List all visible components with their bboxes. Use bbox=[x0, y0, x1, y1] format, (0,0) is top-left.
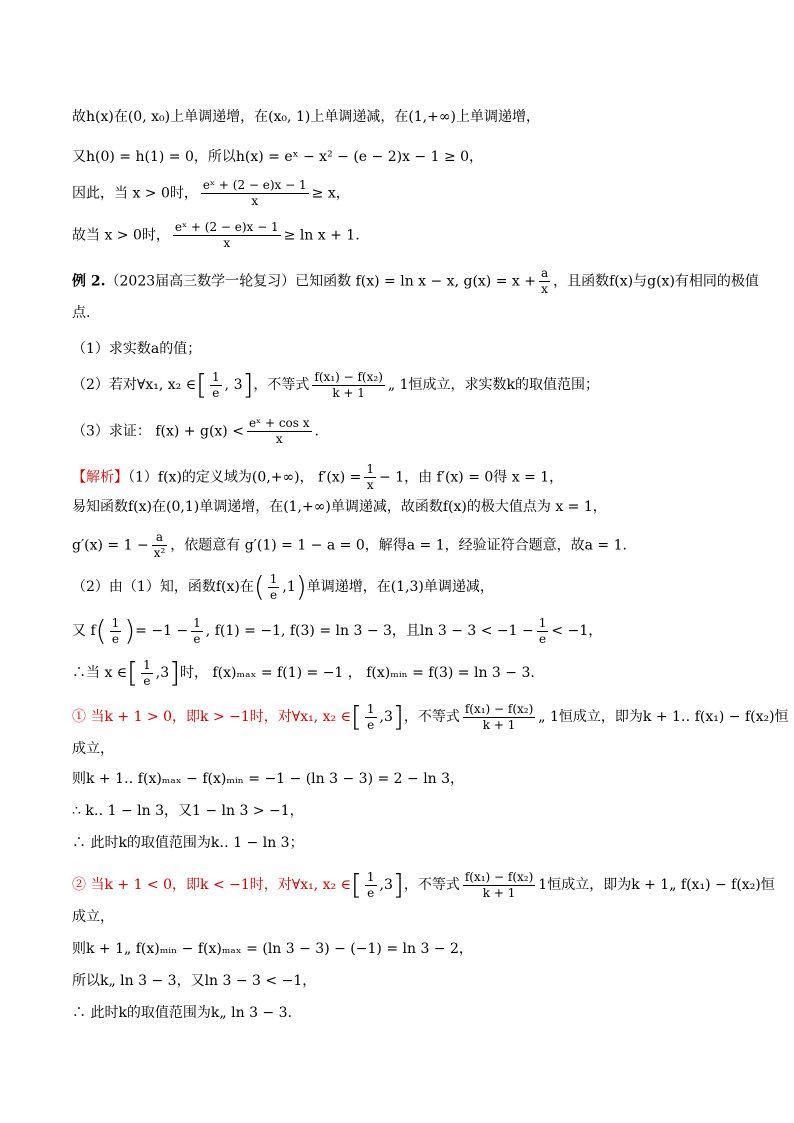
fraction: $\frac{\text{eˣ + (2 − e)x − 1}}{x}$ bbox=[202, 178, 307, 208]
fraction: $\frac{1}{e}$ bbox=[143, 657, 151, 688]
fraction: $\frac{\text{f(x₁) − f(x₂)}}{k + 1}$ bbox=[464, 869, 534, 900]
fraction: $\frac{1}{e}$ bbox=[366, 701, 375, 732]
solution-line: ∴ 此时k的取值范围为k„ ln 3 − 3. bbox=[72, 1005, 292, 1021]
case-1-line: ① 当k + 1 > 0，即k > −1时，对∀x₁, x₂ ∈[ $\frac{1}{e}$ ,3]，不等式 $\frac{\text{f(x₁) − f(x₂)}}{k + 1}$ „ 1恒成立，即为k + 1‥ f(x₁) − f(x₂)恒 bbox=[72, 700, 789, 733]
solution-line: 则k + 1„ f(x)ₘᵢₙ − f(x)ₘₐₓ = (ln 3 − 3) − (−1) = ln 3 − 2， bbox=[72, 941, 473, 957]
fraction: $\frac{1}{e}$ bbox=[212, 369, 220, 400]
solution-line: 又 f( $\frac{1}{e}$ )= −1 − $\frac{1}{e}$ , f(1) = −1, f(3) = ln 3 − 3，且ln 3 − 3 < −1 − $\frac{1}{e}$ < −1， bbox=[72, 614, 603, 647]
fraction: $\frac{\text{f(x₁) − f(x₂)}}{k + 1}$ bbox=[314, 369, 383, 400]
solution-line: ∴当 x ∈[ $\frac{1}{e}$ ,3]时， f(x)ₘₐₓ = f(1) = −1 ， f(x)ₘᵢₙ = f(3) = ln 3 − 3. bbox=[72, 656, 535, 689]
text-line: 点. bbox=[72, 305, 91, 321]
text-line: 故当 x > 0时， $\frac{\text{eˣ + (2 − e)x − 1}}{x}$ ≥ ln x + 1. bbox=[72, 220, 360, 250]
solution-line: （2）由（1）知，函数f(x)在( $\frac{1}{e}$ ,1)单调递增，在(1,3)单调递减， bbox=[72, 570, 494, 603]
fraction: $\frac{1}{e}$ bbox=[538, 615, 547, 646]
solution-line: ∴ k‥ 1 − ln 3，又1 − ln 3 > −1， bbox=[72, 803, 304, 819]
fraction: $\frac{a}{x}$ bbox=[540, 266, 549, 296]
fraction: $\frac{1}{e}$ bbox=[111, 615, 120, 646]
solution-line: 则k + 1‥ f(x)ₘₐₓ − f(x)ₘᵢₙ = −1 − (ln 3 − 3) = 2 − ln 3， bbox=[72, 771, 465, 787]
question-1: （1）求实数a的值； bbox=[72, 341, 202, 357]
fraction: $\frac{\text{eˣ + (2 − e)x − 1}}{x}$ bbox=[174, 220, 279, 250]
fraction: $\frac{1}{x}$ bbox=[366, 462, 375, 492]
solution-line: 成立， bbox=[72, 909, 114, 925]
text-line: 又h(0) = h(1) = 0，所以h(x) = eˣ − x² − (e − 2)x − 1 ≥ 0， bbox=[72, 149, 484, 165]
fraction: $\frac{1}{e}$ bbox=[366, 869, 375, 900]
solution-line: 易知函数f(x)在(0,1)单调递增，在(1,+∞)单调递减，故函数f(x)的极大值点为 x = 1， bbox=[72, 499, 607, 515]
fraction: $\frac{\text{f(x₁) − f(x₂)}}{k + 1}$ bbox=[464, 701, 534, 732]
text-line: 因此，当 x > 0时， $\frac{\text{eˣ + (2 − e)x − 1}}{x}$ ≥ x， bbox=[72, 178, 350, 208]
fraction: $\frac{1}{e}$ bbox=[269, 571, 278, 602]
fraction: $\frac{a}{\text{x²}}$ bbox=[153, 530, 166, 560]
solution-line: 所以k„ ln 3 − 3，又ln 3 − 3 < −1， bbox=[72, 973, 317, 989]
fraction: $\frac{1}{e}$ bbox=[193, 615, 201, 646]
solution-line: ∴ 此时k的取值范围为k‥ 1 − ln 3； bbox=[72, 835, 304, 851]
question-3: （3）求证： f(x) + g(x) < $\frac{\text{eˣ + cos x}}{x}$ . bbox=[72, 416, 319, 446]
solution-label: 【解析】 bbox=[72, 469, 128, 486]
case-2-line: ② 当k + 1 < 0，即k < −1时，对∀x₁, x₂ ∈[ $\frac{1}{e}$ ,3]，不等式 $\frac{\text{f(x₁) − f(x₂)}}{k + 1}$ 1恒成立，即为k + 1„ f(x₁) − f(x₂)恒 bbox=[72, 868, 775, 901]
solution-line: g′(x) = 1 − $\frac{a}{\text{x²}}$ ，依题意有 g′(1) = 1 − a = 0，解得a = 1，经验证符合题意，故a = 1. bbox=[72, 530, 627, 560]
solution-line: 【解析】（1）f(x)的定义域为(0,+∞)， f′(x) = $\frac{1}{x}$ − 1，由 f′(x) = 0得 x = 1， bbox=[72, 462, 564, 492]
solution-line: 成立， bbox=[72, 741, 114, 757]
text-line: 故h(x)在(0, x₀)上单调递增，在(x₀, 1)上单调递减，在(1,+∞)上单调递增， bbox=[72, 109, 540, 125]
fraction: $\frac{\text{eˣ + cos x}}{x}$ bbox=[248, 416, 310, 446]
example-heading: 例 2.（2023届高三数学一轮复习）已知函数 f(x) = ln x − x, g(x) = x + $\frac{a}{x}$ ，且函数f(x)与g(x)有相同的极值 bbox=[72, 266, 759, 296]
question-2: （2）若对∀x₁, x₂ ∈[ $\frac{1}{e}$ , 3]，不等式 $\frac{\text{f(x₁) − f(x₂)}}{k + 1}$ „ 1恒成立，求实数k的取值范围； bbox=[72, 368, 599, 401]
